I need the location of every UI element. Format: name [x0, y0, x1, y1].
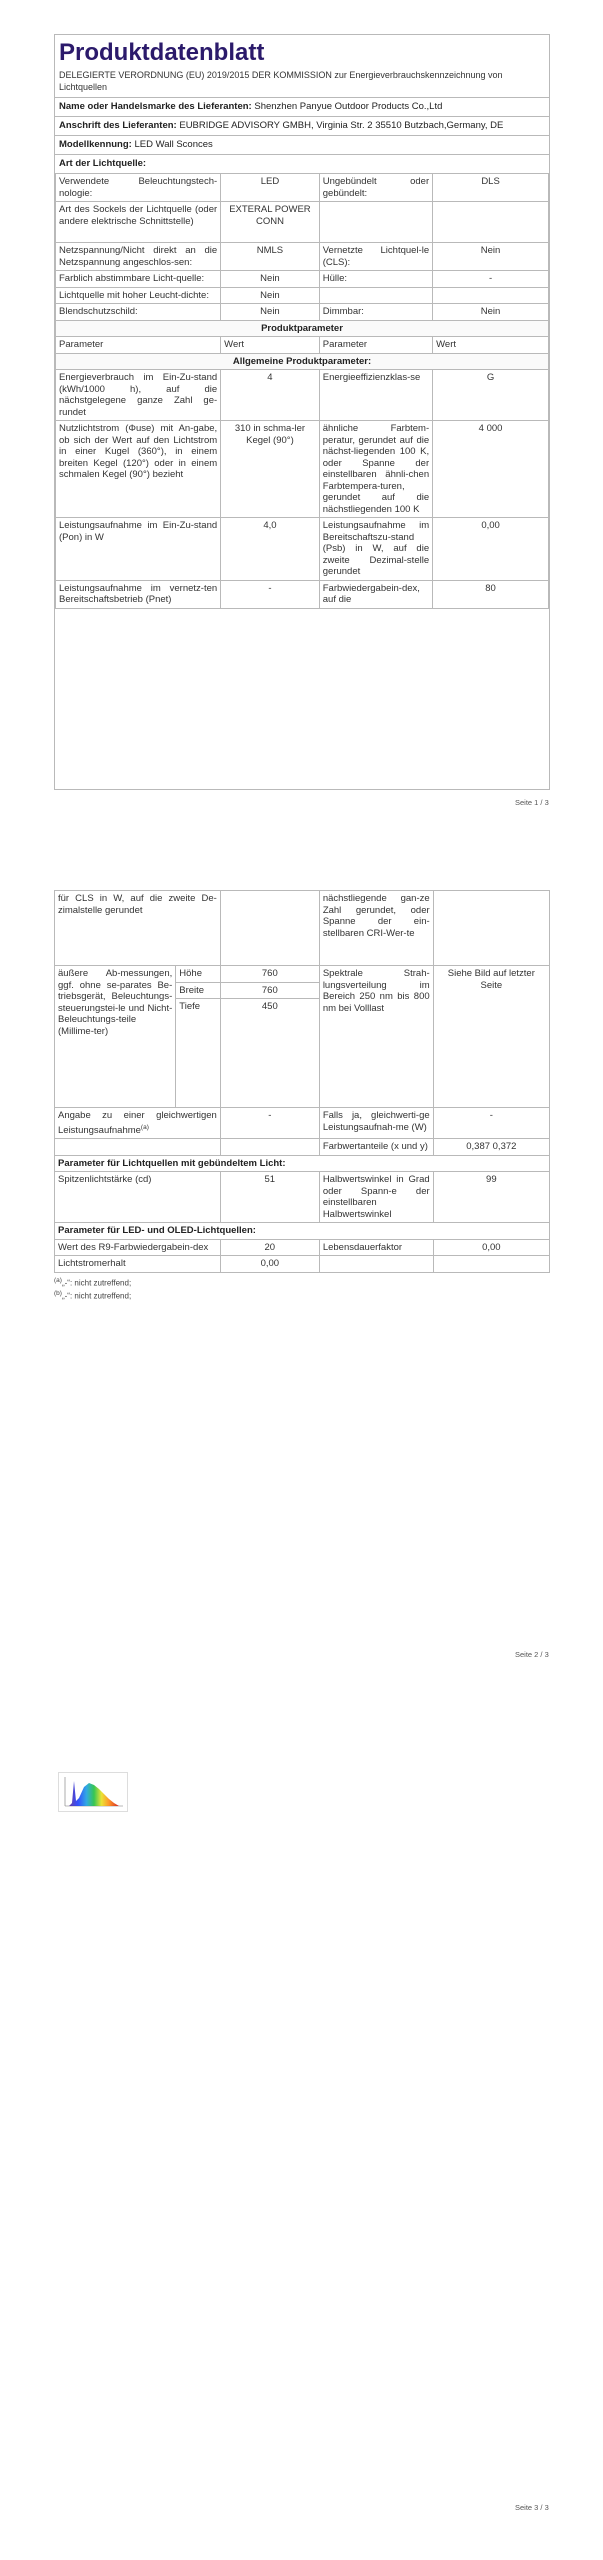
table-cell: -: [220, 1108, 319, 1139]
table-cell: Farbwiedergabein-dex, auf die: [319, 580, 432, 608]
table-cell: Netzspannung/Nicht direkt an die Netzspannung angeschlos-sen:: [56, 243, 221, 271]
table-cell: 51: [220, 1172, 319, 1223]
supplier-name-row: [55, 97, 549, 116]
page-2-table: [54, 890, 550, 1273]
section-heading: Allgemeine Produktparameter:: [56, 353, 549, 370]
table-cell: [433, 287, 549, 304]
footnote-text: „-“: nicht zutreffend;: [61, 1291, 132, 1301]
table-header-row: [56, 337, 549, 354]
model-value: LED Wall Sconces: [134, 139, 213, 150]
table-cell: NMLS: [221, 243, 320, 271]
table-cell: 0,00: [220, 1256, 319, 1273]
table-cell: 99: [433, 1172, 549, 1223]
table-cell: Leistungsaufnahme im Bereitschaftszu-stand (Psb) in W, auf die zweite Dezimal-stelle gerundet: [319, 518, 432, 581]
table-cell: Nein: [221, 287, 320, 304]
page-number: Seite 2 / 3: [515, 1650, 549, 1659]
table-cell: [319, 1256, 433, 1273]
footnote-ref: (a): [140, 1123, 149, 1131]
table-row: [56, 580, 549, 608]
table-cell: Lichtquelle mit hoher Leucht-dichte:: [56, 287, 221, 304]
footnote-b: [54, 1288, 550, 1302]
table-cell: nächstliegende gan-ze Zahl gerundet, oder Spanne der ein-stellbaren CRI-Wer-te: [319, 891, 433, 966]
table-cell: [220, 1139, 319, 1156]
table-cell: Falls ja, gleichwerti-ge Leistungsaufnah-me (W): [319, 1108, 433, 1139]
table-cell: Lebensdauerfaktor: [319, 1239, 433, 1256]
page-1-sheet: [54, 34, 550, 790]
light-source-type-label: Art der Lichtquelle:: [59, 158, 147, 169]
table-cell-text: Angabe zu einer gleichwertigen Leistungsaufnahme: [58, 1110, 217, 1136]
page-2-sheet: [54, 890, 550, 1350]
dimension-name: Tiefe: [176, 999, 221, 1108]
table-cell: LED: [221, 174, 320, 202]
model-label: Modellkennung:: [59, 139, 132, 150]
table-cell: [319, 202, 432, 243]
table-cell: G: [433, 370, 549, 421]
section-heading: Parameter für Lichtquellen mit gebündeltem Licht:: [55, 1155, 550, 1172]
table-cell: -: [221, 580, 320, 608]
dimension-name: Breite: [176, 982, 221, 999]
table-cell: Art des Sockels der Lichtquelle (oder andere elektrische Schnittstelle): [56, 202, 221, 243]
page-1-table: [55, 173, 549, 609]
column-header: Wert: [433, 337, 549, 354]
supplier-name-label: Name oder Handelsmarke des Lieferanten:: [59, 101, 252, 112]
table-row: [56, 518, 549, 581]
table-cell: Vernetzte Lichtquel-le (CLS):: [319, 243, 432, 271]
footnote-a: [54, 1275, 550, 1289]
table-row: [55, 1239, 550, 1256]
table-cell: -: [433, 271, 549, 288]
table-cell: [433, 202, 549, 243]
light-source-type-row: [55, 154, 549, 173]
supplier-address-row: [55, 116, 549, 135]
table-cell: EXTERAL POWER CONN: [221, 202, 320, 243]
table-row: [56, 202, 549, 243]
table-cell: 80: [433, 580, 549, 608]
table-cell: [319, 287, 432, 304]
dimension-value: 450: [220, 999, 319, 1108]
table-cell: Nein: [433, 304, 549, 321]
dimension-value: 760: [220, 982, 319, 999]
table-cell: Spitzenlichtstärke (cd): [55, 1172, 221, 1223]
page-number: Seite 1 / 3: [515, 798, 549, 807]
column-header: Wert: [221, 337, 320, 354]
table-cell: Nein: [221, 304, 320, 321]
section-heading-row: [56, 320, 549, 337]
table-cell: für CLS in W, auf die zweite De-zimalstelle gerundet: [55, 891, 221, 966]
table-cell: Nein: [221, 271, 320, 288]
table-cell: [220, 891, 319, 966]
supplier-name-value: Shenzhen Panyue Outdoor Products Co.,Ltd: [254, 101, 443, 112]
table-cell: 0,387 0,372: [433, 1139, 549, 1156]
section-heading-row: [55, 1155, 550, 1172]
table-cell: DLS: [433, 174, 549, 202]
table-cell: Halbwertswinkel in Grad oder Spann-e der einstellbaren Halbwertswinkel: [319, 1172, 433, 1223]
table-cell: 20: [220, 1239, 319, 1256]
table-cell: Blendschutzschild:: [56, 304, 221, 321]
spectral-label: Spektrale Strah-lungsverteilung im Bereich 250 nm bis 800 nm bei Volllast: [319, 966, 433, 1108]
table-row: [56, 271, 549, 288]
spectral-value: Siehe Bild auf letzter Seite: [433, 966, 549, 1108]
table-row: [56, 304, 549, 321]
table-row: [55, 1108, 550, 1139]
table-cell: Verwendete Beleuchtungstech-nologie:: [56, 174, 221, 202]
section-heading-row: [56, 353, 549, 370]
page-number: Seite 3 / 3: [515, 2503, 549, 2512]
table-row: [56, 174, 549, 202]
table-row: [56, 243, 549, 271]
table-cell: Energieverbrauch im Ein-Zu-stand (kWh/1000 h), auf die nächstgelegene ganze Zahl ge-rundet: [56, 370, 221, 421]
table-cell: [55, 1139, 221, 1156]
table-cell: Energieeffizienzklas-se: [319, 370, 432, 421]
spectral-distribution-image: [58, 1772, 128, 1812]
table-cell: ähnliche Farbtem-peratur, gerundet auf die nächst-liegenden 100 K, oder Spanne der einstellbaren ähnli-chen Farbtempera-turen, gerundet auf die nächstliegenden 100 K: [319, 421, 432, 518]
dimension-name: Höhe: [176, 966, 221, 983]
table-row: [56, 370, 549, 421]
table-cell: Leistungsaufnahme im vernetz-ten Bereitschaftsbetrieb (Pnet): [56, 580, 221, 608]
section-heading: Produktparameter: [56, 320, 549, 337]
footnote-marker: (a): [54, 1276, 62, 1284]
table-cell: [433, 891, 549, 966]
regulation-subtitle: DELEGIERTE VERORDNUNG (EU) 2019/2015 DER KOMMISSION zur Energieverbrauchskennzeichnung von Lichtquellen: [59, 70, 503, 92]
column-header: Parameter: [319, 337, 432, 354]
table-cell: 0,00: [433, 1239, 549, 1256]
table-row: [55, 1172, 550, 1223]
section-heading: Parameter für LED- und OLED-Lichtquellen:: [55, 1223, 550, 1240]
table-cell: 310 in schma-ler Kegel (90°): [221, 421, 320, 518]
table-cell: Wert des R9-Farbwiedergabein-dex: [55, 1239, 221, 1256]
table-cell: Hülle:: [319, 271, 432, 288]
dimension-value: 760: [220, 966, 319, 983]
table-cell: [55, 1108, 221, 1139]
supplier-address-value: EUBRIDGE ADVISORY GMBH, Virginia Str. 2 35510 Butzbach,Germany, DE: [179, 120, 504, 131]
footnote-marker: (b): [54, 1290, 62, 1298]
dimensions-label: äußere Ab-messungen, ggf. ohne se-parates Be-triebsgerät, Beleuchtungs-steuerungstei-le und Nicht-Beleuchtungs-teile (Millime-ter): [55, 966, 176, 1108]
table-row: [55, 1139, 550, 1156]
table-cell: Lichtstromerhalt: [55, 1256, 221, 1273]
table-cell: Leistungsaufnahme im Ein-Zu-stand (Pon) in W: [56, 518, 221, 581]
dimensions-row: [55, 966, 550, 983]
table-cell: Dimmbar:: [319, 304, 432, 321]
model-row: [55, 135, 549, 154]
table-row: [56, 287, 549, 304]
table-cell: 4 000: [433, 421, 549, 518]
table-cell: Farbwertanteile (x und y): [319, 1139, 433, 1156]
supplier-address-label: Anschrift des Lieferanten:: [59, 120, 177, 131]
section-heading-row: [55, 1223, 550, 1240]
table-row: [55, 891, 550, 966]
table-cell: 0,00: [433, 518, 549, 581]
table-row: [55, 1256, 550, 1273]
table-cell: [433, 1256, 549, 1273]
table-cell: Ungebündelt oder gebündelt:: [319, 174, 432, 202]
table-cell: Farblich abstimmbare Licht-quelle:: [56, 271, 221, 288]
table-cell: 4: [221, 370, 320, 421]
spectrum-graphic: [59, 1773, 127, 1811]
column-header: Parameter: [56, 337, 221, 354]
footnote-text: „-“: nicht zutreffend;: [61, 1278, 132, 1288]
page-title: Produktdatenblatt: [59, 39, 265, 66]
table-cell: 4,0: [221, 518, 320, 581]
table-cell: Nutzlichtstrom (Φuse) mit An-gabe, ob sich der Wert auf den Lichtstrom in einer Kugel (360°), in einem breiten Kegel (120°) oder in einem schmalen Kegel (90°) bezieht: [56, 421, 221, 518]
table-row: [56, 421, 549, 518]
table-cell: -: [433, 1108, 549, 1139]
table-cell: Nein: [433, 243, 549, 271]
